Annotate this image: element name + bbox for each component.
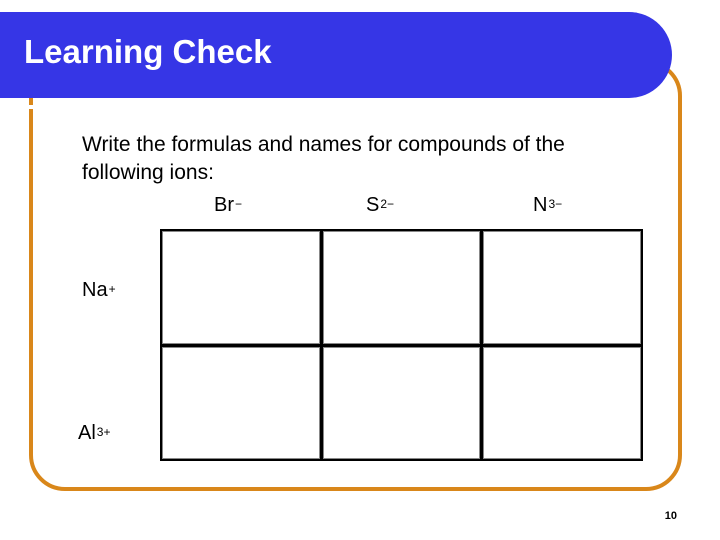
instruction-line-1: Write the formulas and names for compounds of the bbox=[82, 133, 565, 156]
instruction-text bbox=[82, 131, 682, 187]
row-header-symbol: Al bbox=[78, 422, 96, 444]
row-header-charge: 3+ bbox=[96, 425, 111, 439]
row-header-symbol: Na bbox=[82, 279, 108, 301]
column-header-bromide bbox=[214, 194, 242, 217]
column-header-symbol: N bbox=[533, 194, 548, 216]
answer-cell-na-n[interactable] bbox=[483, 231, 641, 344]
answer-cell-na-br[interactable] bbox=[162, 231, 320, 344]
title-underline bbox=[0, 105, 637, 109]
column-header-charge: 2− bbox=[380, 197, 395, 211]
column-header-symbol: S bbox=[366, 194, 380, 216]
column-header-sulfide bbox=[366, 194, 394, 217]
answer-cell-na-s[interactable] bbox=[323, 231, 481, 344]
row-header-sodium bbox=[82, 279, 116, 302]
row-header-aluminum bbox=[78, 422, 110, 445]
column-header-nitride bbox=[533, 194, 562, 217]
answer-cell-al-s[interactable] bbox=[323, 347, 481, 460]
slide-title: Learning Check bbox=[24, 33, 272, 70]
answer-cell-al-br[interactable] bbox=[162, 347, 320, 460]
answer-grid bbox=[160, 229, 643, 461]
answer-cell-al-n[interactable] bbox=[483, 347, 641, 460]
row-header-charge: + bbox=[108, 282, 116, 296]
column-header-charge: − bbox=[235, 197, 243, 211]
column-header-symbol: Br bbox=[214, 194, 234, 216]
page-number: 10 bbox=[664, 510, 677, 522]
instruction-line-2: following ions: bbox=[82, 161, 214, 184]
column-header-charge: 3− bbox=[548, 197, 563, 211]
